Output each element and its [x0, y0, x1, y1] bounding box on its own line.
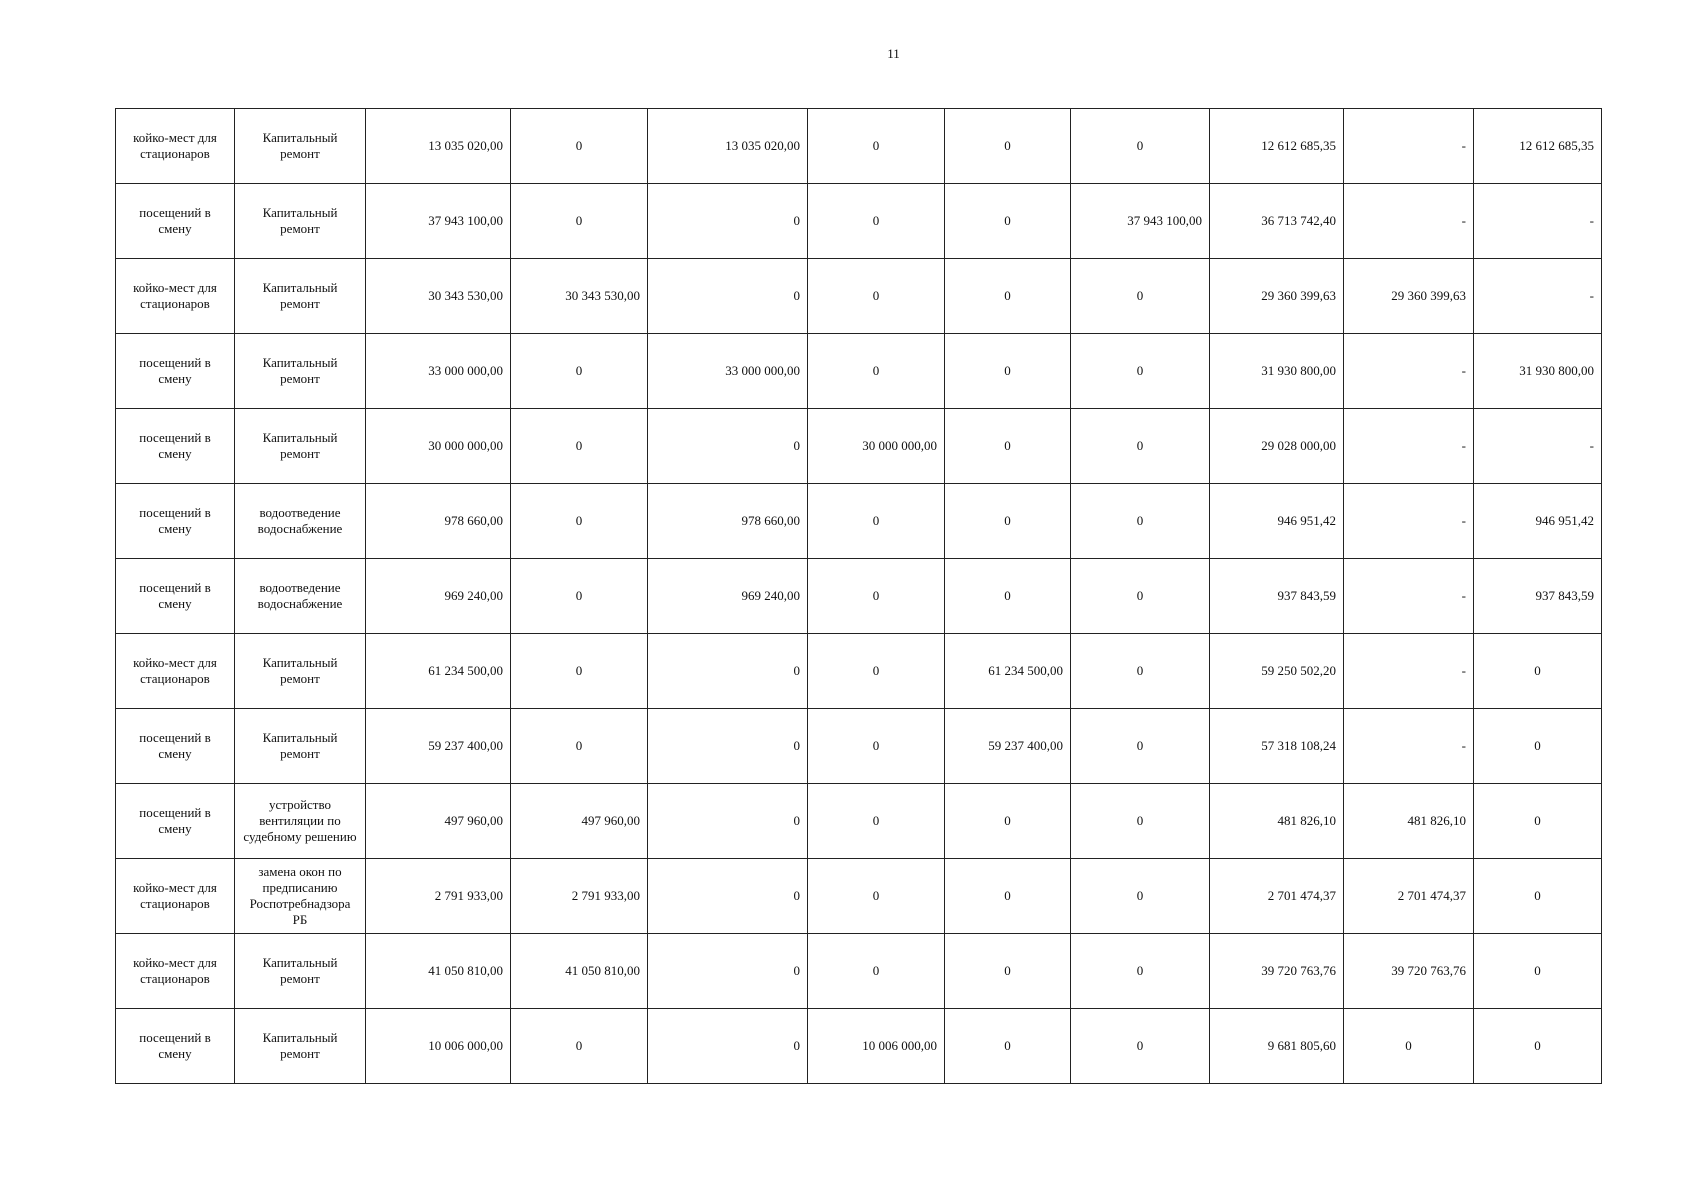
cell-work-type: Капитальный ремонт	[235, 934, 366, 1009]
cell-col-7: 0	[945, 859, 1071, 934]
cell-total: 33 000 000,00	[366, 334, 511, 409]
cell-col-8: 37 943 100,00	[1071, 184, 1210, 259]
cell-col-5: 969 240,00	[648, 559, 808, 634]
cell-col-9: 57 318 108,24	[1210, 709, 1344, 784]
cell-col-4: 0	[511, 109, 648, 184]
cell-col-8: 0	[1071, 784, 1210, 859]
cell-col-11: -	[1474, 184, 1602, 259]
cell-col-4: 0	[511, 559, 648, 634]
cell-work-type: водоотведение водоснабжение	[235, 484, 366, 559]
page-number: 11	[887, 46, 900, 61]
table-row	[116, 184, 1602, 259]
table-row	[116, 934, 1602, 1009]
cell-col-4: 0	[511, 1009, 648, 1084]
cell-col-11: 0	[1474, 784, 1602, 859]
cell-col-9: 39 720 763,76	[1210, 934, 1344, 1009]
cell-col-11: 12 612 685,35	[1474, 109, 1602, 184]
cell-col-11: 0	[1474, 934, 1602, 1009]
cell-col-8: 0	[1071, 559, 1210, 634]
cell-col-4: 0	[511, 484, 648, 559]
cell-col-11: 0	[1474, 859, 1602, 934]
cell-col-6: 0	[808, 709, 945, 784]
cell-col-7: 0	[945, 109, 1071, 184]
cell-col-9: 36 713 742,40	[1210, 184, 1344, 259]
cell-col-5: 0	[648, 934, 808, 1009]
cell-col-8: 0	[1071, 409, 1210, 484]
cell-col-8: 0	[1071, 709, 1210, 784]
cell-work-type: Капитальный ремонт	[235, 334, 366, 409]
cell-col-7: 0	[945, 559, 1071, 634]
cell-col-5: 0	[648, 409, 808, 484]
cell-col-6: 0	[808, 859, 945, 934]
cell-col-7: 0	[945, 409, 1071, 484]
table-row	[116, 709, 1602, 784]
cell-col-5: 0	[648, 1009, 808, 1084]
cell-work-type: Капитальный ремонт	[235, 259, 366, 334]
table-row	[116, 109, 1602, 184]
cell-work-type: Капитальный ремонт	[235, 409, 366, 484]
cell-work-type: Капитальный ремонт	[235, 109, 366, 184]
cell-col-10: -	[1344, 109, 1474, 184]
cell-col-6: 0	[808, 184, 945, 259]
cell-col-9: 481 826,10	[1210, 784, 1344, 859]
cell-col-9: 9 681 805,60	[1210, 1009, 1344, 1084]
cell-col-11: 0	[1474, 1009, 1602, 1084]
cell-col-4: 0	[511, 334, 648, 409]
cell-col-4: 30 343 530,00	[511, 259, 648, 334]
cell-col-5: 13 035 020,00	[648, 109, 808, 184]
cell-unit: койко-мест для стационаров	[116, 109, 235, 184]
cell-col-7: 0	[945, 184, 1071, 259]
cell-unit: посещений в смену	[116, 334, 235, 409]
table-row	[116, 784, 1602, 859]
budget-table	[115, 108, 1602, 1084]
table-row	[116, 259, 1602, 334]
cell-col-6: 0	[808, 334, 945, 409]
cell-col-7: 0	[945, 334, 1071, 409]
cell-col-9: 2 701 474,37	[1210, 859, 1344, 934]
cell-col-6: 0	[808, 559, 945, 634]
cell-unit: посещений в смену	[116, 184, 235, 259]
cell-col-4: 0	[511, 409, 648, 484]
cell-total: 61 234 500,00	[366, 634, 511, 709]
cell-total: 978 660,00	[366, 484, 511, 559]
cell-work-type: Капитальный ремонт	[235, 1009, 366, 1084]
cell-col-6: 0	[808, 634, 945, 709]
cell-col-4: 497 960,00	[511, 784, 648, 859]
cell-total: 59 237 400,00	[366, 709, 511, 784]
cell-unit: посещений в смену	[116, 484, 235, 559]
cell-col-5: 0	[648, 709, 808, 784]
cell-total: 10 006 000,00	[366, 1009, 511, 1084]
cell-unit: койко-мест для стационаров	[116, 934, 235, 1009]
cell-col-7: 0	[945, 1009, 1071, 1084]
cell-col-8: 0	[1071, 334, 1210, 409]
cell-col-6: 0	[808, 934, 945, 1009]
cell-col-8: 0	[1071, 934, 1210, 1009]
table-row	[116, 1009, 1602, 1084]
table-row	[116, 859, 1602, 934]
cell-unit: посещений в смену	[116, 559, 235, 634]
cell-col-10: -	[1344, 709, 1474, 784]
cell-work-type: водоотведение водоснабжение	[235, 559, 366, 634]
cell-unit: койко-мест для стационаров	[116, 634, 235, 709]
cell-work-type: устройство вентиляции по судебному решению	[235, 784, 366, 859]
cell-col-4: 0	[511, 184, 648, 259]
cell-col-5: 0	[648, 784, 808, 859]
cell-col-5: 0	[648, 259, 808, 334]
cell-col-4: 41 050 810,00	[511, 934, 648, 1009]
cell-col-11: 0	[1474, 709, 1602, 784]
cell-col-7: 0	[945, 259, 1071, 334]
cell-col-8: 0	[1071, 1009, 1210, 1084]
cell-col-7: 61 234 500,00	[945, 634, 1071, 709]
cell-col-5: 0	[648, 859, 808, 934]
cell-col-8: 0	[1071, 109, 1210, 184]
cell-unit: посещений в смену	[116, 784, 235, 859]
cell-col-6: 0	[808, 259, 945, 334]
cell-col-5: 0	[648, 184, 808, 259]
cell-total: 497 960,00	[366, 784, 511, 859]
cell-col-9: 31 930 800,00	[1210, 334, 1344, 409]
cell-col-10: -	[1344, 634, 1474, 709]
cell-col-10: 481 826,10	[1344, 784, 1474, 859]
cell-col-5: 0	[648, 634, 808, 709]
cell-col-6: 0	[808, 784, 945, 859]
cell-col-9: 946 951,42	[1210, 484, 1344, 559]
cell-col-5: 33 000 000,00	[648, 334, 808, 409]
cell-col-10: -	[1344, 559, 1474, 634]
cell-col-11: -	[1474, 259, 1602, 334]
cell-col-9: 29 028 000,00	[1210, 409, 1344, 484]
cell-col-6: 0	[808, 484, 945, 559]
cell-col-10: 29 360 399,63	[1344, 259, 1474, 334]
cell-col-8: 0	[1071, 859, 1210, 934]
table-row	[116, 409, 1602, 484]
cell-col-8: 0	[1071, 484, 1210, 559]
cell-col-8: 0	[1071, 259, 1210, 334]
cell-work-type: Капитальный ремонт	[235, 634, 366, 709]
cell-col-6: 0	[808, 109, 945, 184]
cell-col-7: 0	[945, 934, 1071, 1009]
cell-col-10: 2 701 474,37	[1344, 859, 1474, 934]
table-row	[116, 484, 1602, 559]
cell-col-11: 946 951,42	[1474, 484, 1602, 559]
cell-unit: посещений в смену	[116, 409, 235, 484]
cell-col-10: -	[1344, 484, 1474, 559]
cell-col-4: 0	[511, 709, 648, 784]
cell-col-6: 30 000 000,00	[808, 409, 945, 484]
cell-unit: посещений в смену	[116, 709, 235, 784]
cell-total: 13 035 020,00	[366, 109, 511, 184]
cell-col-6: 10 006 000,00	[808, 1009, 945, 1084]
cell-col-7: 0	[945, 484, 1071, 559]
cell-col-11: 31 930 800,00	[1474, 334, 1602, 409]
cell-col-10: -	[1344, 334, 1474, 409]
cell-col-4: 0	[511, 634, 648, 709]
table-row	[116, 334, 1602, 409]
cell-col-8: 0	[1071, 634, 1210, 709]
cell-total: 37 943 100,00	[366, 184, 511, 259]
cell-unit: койко-мест для стационаров	[116, 859, 235, 934]
cell-col-10: -	[1344, 184, 1474, 259]
cell-work-type: Капитальный ремонт	[235, 709, 366, 784]
cell-work-type: Капитальный ремонт	[235, 184, 366, 259]
table-row	[116, 559, 1602, 634]
cell-col-10: 39 720 763,76	[1344, 934, 1474, 1009]
cell-col-7: 59 237 400,00	[945, 709, 1071, 784]
cell-total: 969 240,00	[366, 559, 511, 634]
cell-col-7: 0	[945, 784, 1071, 859]
cell-unit: койко-мест для стационаров	[116, 259, 235, 334]
cell-col-4: 2 791 933,00	[511, 859, 648, 934]
cell-total: 41 050 810,00	[366, 934, 511, 1009]
cell-col-11: 0	[1474, 634, 1602, 709]
cell-work-type: замена окон по предписанию Роспотребнадзора РБ	[235, 859, 366, 934]
cell-col-10: -	[1344, 409, 1474, 484]
cell-col-5: 978 660,00	[648, 484, 808, 559]
cell-col-10: 0	[1344, 1009, 1474, 1084]
cell-col-9: 59 250 502,20	[1210, 634, 1344, 709]
cell-total: 2 791 933,00	[366, 859, 511, 934]
cell-col-9: 937 843,59	[1210, 559, 1344, 634]
cell-col-11: -	[1474, 409, 1602, 484]
cell-total: 30 000 000,00	[366, 409, 511, 484]
cell-unit: посещений в смену	[116, 1009, 235, 1084]
cell-col-11: 937 843,59	[1474, 559, 1602, 634]
table-row	[116, 634, 1602, 709]
cell-col-9: 29 360 399,63	[1210, 259, 1344, 334]
cell-total: 30 343 530,00	[366, 259, 511, 334]
cell-col-9: 12 612 685,35	[1210, 109, 1344, 184]
